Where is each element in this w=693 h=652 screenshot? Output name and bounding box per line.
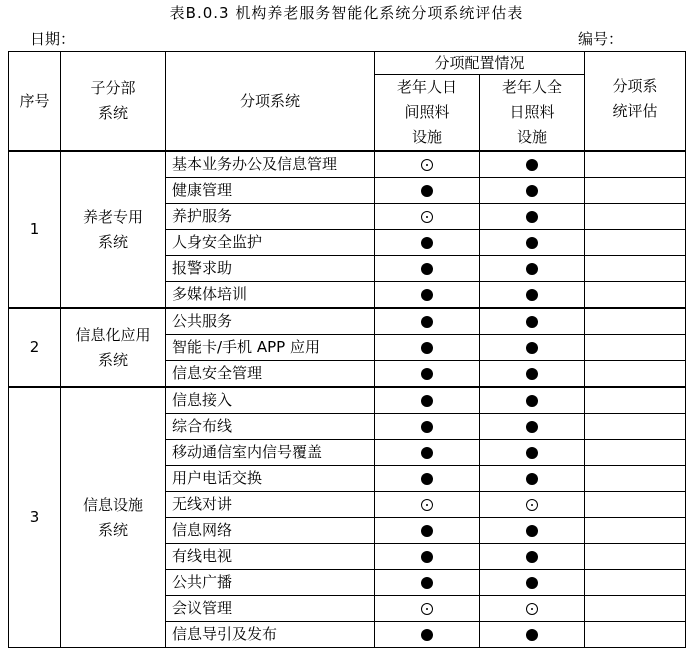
filled-dot-icon [526,447,538,459]
eval-cell[interactable] [585,308,686,335]
filled-dot-icon [421,629,433,641]
header-sub-dept-line2: 系统 [97,104,128,122]
group-name [61,387,166,648]
filled-dot-icon [421,395,433,407]
full-care-cell [480,361,585,388]
eval-cell[interactable] [585,596,686,622]
filled-dot-icon [526,185,538,197]
filled-dot-icon [421,421,433,433]
filled-dot-icon [421,263,433,275]
day-care-cell [375,204,480,230]
dotted-circle-icon [526,603,538,615]
group-name-line2: 系统 [97,520,128,539]
full-care-cell [480,178,585,204]
filled-dot-icon [526,473,538,485]
full-care-cell [480,230,585,256]
header-day-care-line3: 设施 [411,128,442,146]
full-care-cell [480,256,585,282]
group-seq: 1 [9,151,61,308]
header-full-care-line2: 日照料 [509,103,555,121]
group-name-line2: 系统 [97,350,128,369]
group-name-line2: 系统 [97,232,128,251]
subsystem-name: 信息导引及发布 [166,622,375,648]
subsystem-name: 信息网络 [166,518,375,544]
eval-cell[interactable] [585,178,686,204]
filled-dot-icon [526,421,538,433]
day-care-cell [375,596,480,622]
filled-dot-icon [421,185,433,197]
subsystem-name: 养护服务 [166,204,375,230]
subsystem-name: 健康管理 [166,178,375,204]
filled-dot-icon [421,447,433,459]
subsystem-name: 会议管理 [166,596,375,622]
day-care-cell [375,492,480,518]
group-name-line1: 信息设施 [82,495,143,514]
group-name-line1: 养老专用 [82,207,143,226]
full-care-cell [480,204,585,230]
header-seq: 序号 [9,52,61,152]
eval-cell[interactable] [585,414,686,440]
full-care-cell [480,570,585,596]
subsystem-name: 信息接入 [166,387,375,414]
eval-cell[interactable] [585,387,686,414]
filled-dot-icon [526,211,538,223]
subsystem-name: 多媒体培训 [166,282,375,309]
subsystem-name: 有线电视 [166,544,375,570]
filled-dot-icon [421,237,433,249]
eval-cell[interactable] [585,335,686,361]
header-sub-dept-line1: 子分部 [90,79,136,97]
day-care-cell [375,256,480,282]
subsystem-name: 用户电话交换 [166,466,375,492]
group-name-line1: 信息化应用 [75,325,151,344]
filled-dot-icon [421,577,433,589]
eval-cell[interactable] [585,361,686,388]
dotted-circle-icon [421,211,433,223]
filled-dot-icon [526,629,538,641]
eval-cell[interactable] [585,466,686,492]
header-full-care-line1: 老年人全 [502,78,563,96]
day-care-cell [375,308,480,335]
filled-dot-icon [526,577,538,589]
filled-dot-icon [421,525,433,537]
day-care-cell [375,178,480,204]
filled-dot-icon [526,368,538,380]
full-care-cell [480,308,585,335]
group-seq: 2 [9,308,61,387]
header-config: 分项配置情况 [375,52,585,75]
dotted-circle-icon [421,499,433,511]
header-day-care-line2: 间照料 [404,103,450,121]
subsystem-name: 基本业务办公及信息管理 [166,151,375,178]
filled-dot-icon [421,316,433,328]
eval-cell[interactable] [585,282,686,309]
filled-dot-icon [526,289,538,301]
filled-dot-icon [421,342,433,354]
day-care-cell [375,387,480,414]
day-care-cell [375,335,480,361]
filled-dot-icon [526,395,538,407]
subsystem-name: 综合布线 [166,414,375,440]
day-care-cell [375,282,480,309]
subsystem-name: 智能卡/手机 APP 应用 [166,335,375,361]
day-care-cell [375,151,480,178]
header-eval-line2: 统评估 [612,102,658,120]
filled-dot-icon [526,237,538,249]
header-sub-dept [61,52,166,152]
full-care-cell [480,544,585,570]
table-row [9,387,686,414]
header-day-care [375,75,480,152]
subsystem-name: 人身安全监护 [166,230,375,256]
dotted-circle-icon [526,499,538,511]
filled-dot-icon [526,263,538,275]
subsystem-name: 公共服务 [166,308,375,335]
group-name [61,151,166,308]
day-care-cell [375,518,480,544]
evaluation-table [8,51,686,648]
table-title: 表B.0.3 机构养老服务智能化系统分项系统评估表 [169,4,524,22]
date-label: 日期： [30,30,76,48]
group-seq: 3 [9,387,61,648]
day-care-cell [375,414,480,440]
eval-cell[interactable] [585,518,686,544]
header-day-care-line1: 老年人日 [396,78,457,96]
filled-dot-icon [526,551,538,563]
day-care-cell [375,544,480,570]
full-care-cell [480,466,585,492]
table-row [9,151,686,178]
eval-cell[interactable] [585,622,686,648]
subsystem-name: 移动通信室内信号覆盖 [166,440,375,466]
full-care-cell [480,596,585,622]
day-care-cell [375,622,480,648]
number-label: 编号： [578,30,624,48]
day-care-cell [375,466,480,492]
full-care-cell [480,622,585,648]
header-eval-line1: 分项系 [612,77,658,95]
eval-cell[interactable] [585,151,686,178]
eval-cell[interactable] [585,256,686,282]
header-subsystem: 分项系统 [166,52,375,152]
day-care-cell [375,440,480,466]
header-full-care [480,75,585,152]
eval-cell[interactable] [585,544,686,570]
header-full-care-line3: 设施 [517,128,548,146]
full-care-cell [480,414,585,440]
dotted-circle-icon [421,159,433,171]
full-care-cell [480,151,585,178]
header-eval [585,52,686,152]
full-care-cell [480,282,585,309]
filled-dot-icon [421,551,433,563]
filled-dot-icon [421,289,433,301]
eval-cell[interactable] [585,440,686,466]
day-care-cell [375,230,480,256]
eval-cell[interactable] [585,492,686,518]
group-name [61,308,166,387]
eval-cell[interactable] [585,570,686,596]
subsystem-name: 无线对讲 [166,492,375,518]
filled-dot-icon [526,525,538,537]
full-care-cell [480,387,585,414]
eval-cell[interactable] [585,204,686,230]
filled-dot-icon [526,159,538,171]
subsystem-name: 公共广播 [166,570,375,596]
full-care-cell [480,440,585,466]
eval-cell[interactable] [585,230,686,256]
table-row [9,308,686,335]
filled-dot-icon [421,368,433,380]
subsystem-name: 信息安全管理 [166,361,375,388]
full-care-cell [480,492,585,518]
day-care-cell [375,361,480,388]
filled-dot-icon [421,473,433,485]
filled-dot-icon [526,316,538,328]
day-care-cell [375,570,480,596]
subsystem-name: 报警求助 [166,256,375,282]
full-care-cell [480,518,585,544]
filled-dot-icon [526,342,538,354]
full-care-cell [480,335,585,361]
dotted-circle-icon [421,603,433,615]
